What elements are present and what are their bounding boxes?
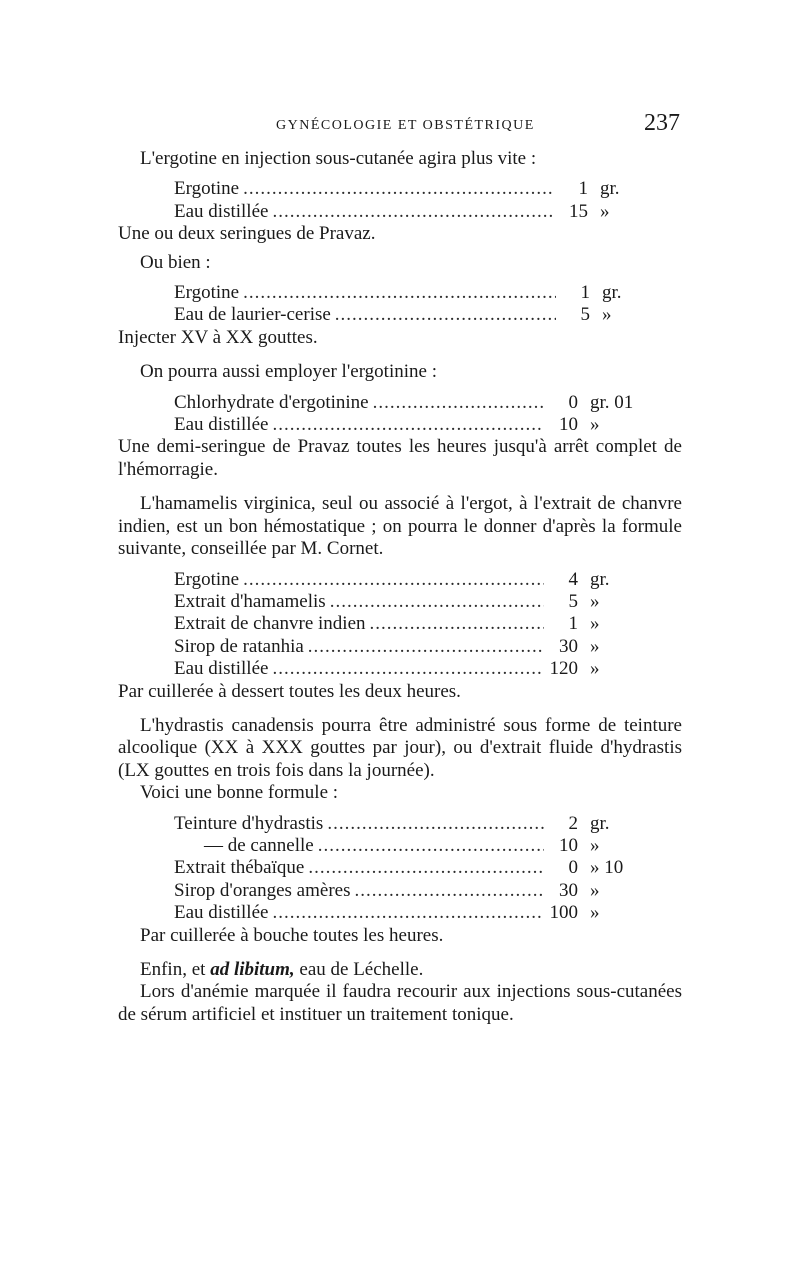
paragraph-hamamelis: L'hamamelis virginica, seul ou associé à l'ergot, à l'extrait de chanvre indien, est un bon hémostatique ; on pourra le donner d'après la formule suivante, conseillée par M. Cornet. (118, 493, 682, 560)
recipe-row: Sirop d'oranges amères ..... 30 » (118, 880, 628, 902)
page-header (120, 110, 680, 144)
page-number: 237 (644, 110, 680, 136)
recipe-row: Teinture d'hydrastis ..... 2 gr. (118, 813, 628, 835)
paragraph-lechelle: Enfin, et ad libitum, eau de Léchelle. (140, 959, 424, 980)
recipe-4-instruction: Par cuillerée à dessert toutes les deux heures. (118, 680, 461, 702)
recipe-5 (118, 813, 628, 925)
paragraph-bonne-formule: Voici une bonne formule : (140, 782, 339, 804)
recipe-row: Extrait d'hamamelis ..... 5 » (118, 591, 628, 613)
recipe-2-instruction: Injecter XV à XX gouttes. (118, 326, 318, 348)
recipe-row: Eau distillée ..... 10 » (118, 414, 628, 436)
recipe-2 (118, 282, 640, 327)
recipe-row: Ergotine ..... 4 gr. (118, 569, 628, 591)
paragraph-hydrastis: L'hydrastis canadensis pourra être administré sous forme de teinture alcoolique (XX à XXX gouttes par jour), ou d'extrait fluide d'hydrastis (LX gouttes en trois fois dans la journée). (118, 714, 682, 781)
recipe-row: Ergotine ..... 1 gr. (118, 178, 638, 200)
recipe-row: Extrait de chanvre indien ..... 1 » (118, 613, 628, 635)
recipe-3-instruction: Une demi-seringue de Pravaz toutes les heures jusqu'à arrêt complet de l'hémorragie. (118, 436, 682, 480)
paragraph-ergotinine: On pourra aussi employer l'ergotinine : (140, 361, 437, 383)
recipe-row: Eau distillée ..... 120 » (118, 658, 628, 680)
recipe-row: Chlorhydrate d'ergotinine ..... 0 gr. 01 (118, 392, 628, 414)
paragraph-ou-bien: Ou bien : (140, 251, 211, 273)
recipe-row: Extrait thébaïque ..... 0 » 10 (118, 857, 628, 879)
recipe-3 (118, 391, 634, 437)
paragraph-anemie: Lors d'anémie marquée il faudra recourir aux injections sous-cutanées de sérum artificiel et instituer un traitement tonique. (118, 981, 682, 1025)
recipe-row: — de cannelle ..... 10 » (118, 835, 628, 857)
recipe-row: Eau de laurier-cerise ..... 5 » (118, 304, 640, 326)
recipe-row: Eau distillée ..... 15 » (118, 201, 638, 223)
running-title: GYNÉCOLOGIE ET OBSTÉTRIQUE (276, 118, 535, 133)
ad-libitum-italic: ad libitum, (210, 959, 295, 980)
recipe-1 (118, 178, 638, 223)
recipe-row: Ergotine ..... 1 gr. (118, 282, 640, 304)
page-body (118, 148, 682, 1026)
paragraph-ergotine-injection: L'ergotine en injection sous-cutanée agira plus vite : (140, 148, 537, 169)
recipe-1-instruction: Une ou deux seringues de Pravaz. (118, 223, 376, 245)
recipe-5-instruction: Par cuillerée à bouche toutes les heures. (140, 924, 444, 946)
recipe-row: Sirop de ratanhia ..... 30 » (118, 636, 628, 658)
recipe-row: Eau distillée ..... 100 » (118, 902, 628, 924)
recipe-4 (118, 569, 628, 681)
